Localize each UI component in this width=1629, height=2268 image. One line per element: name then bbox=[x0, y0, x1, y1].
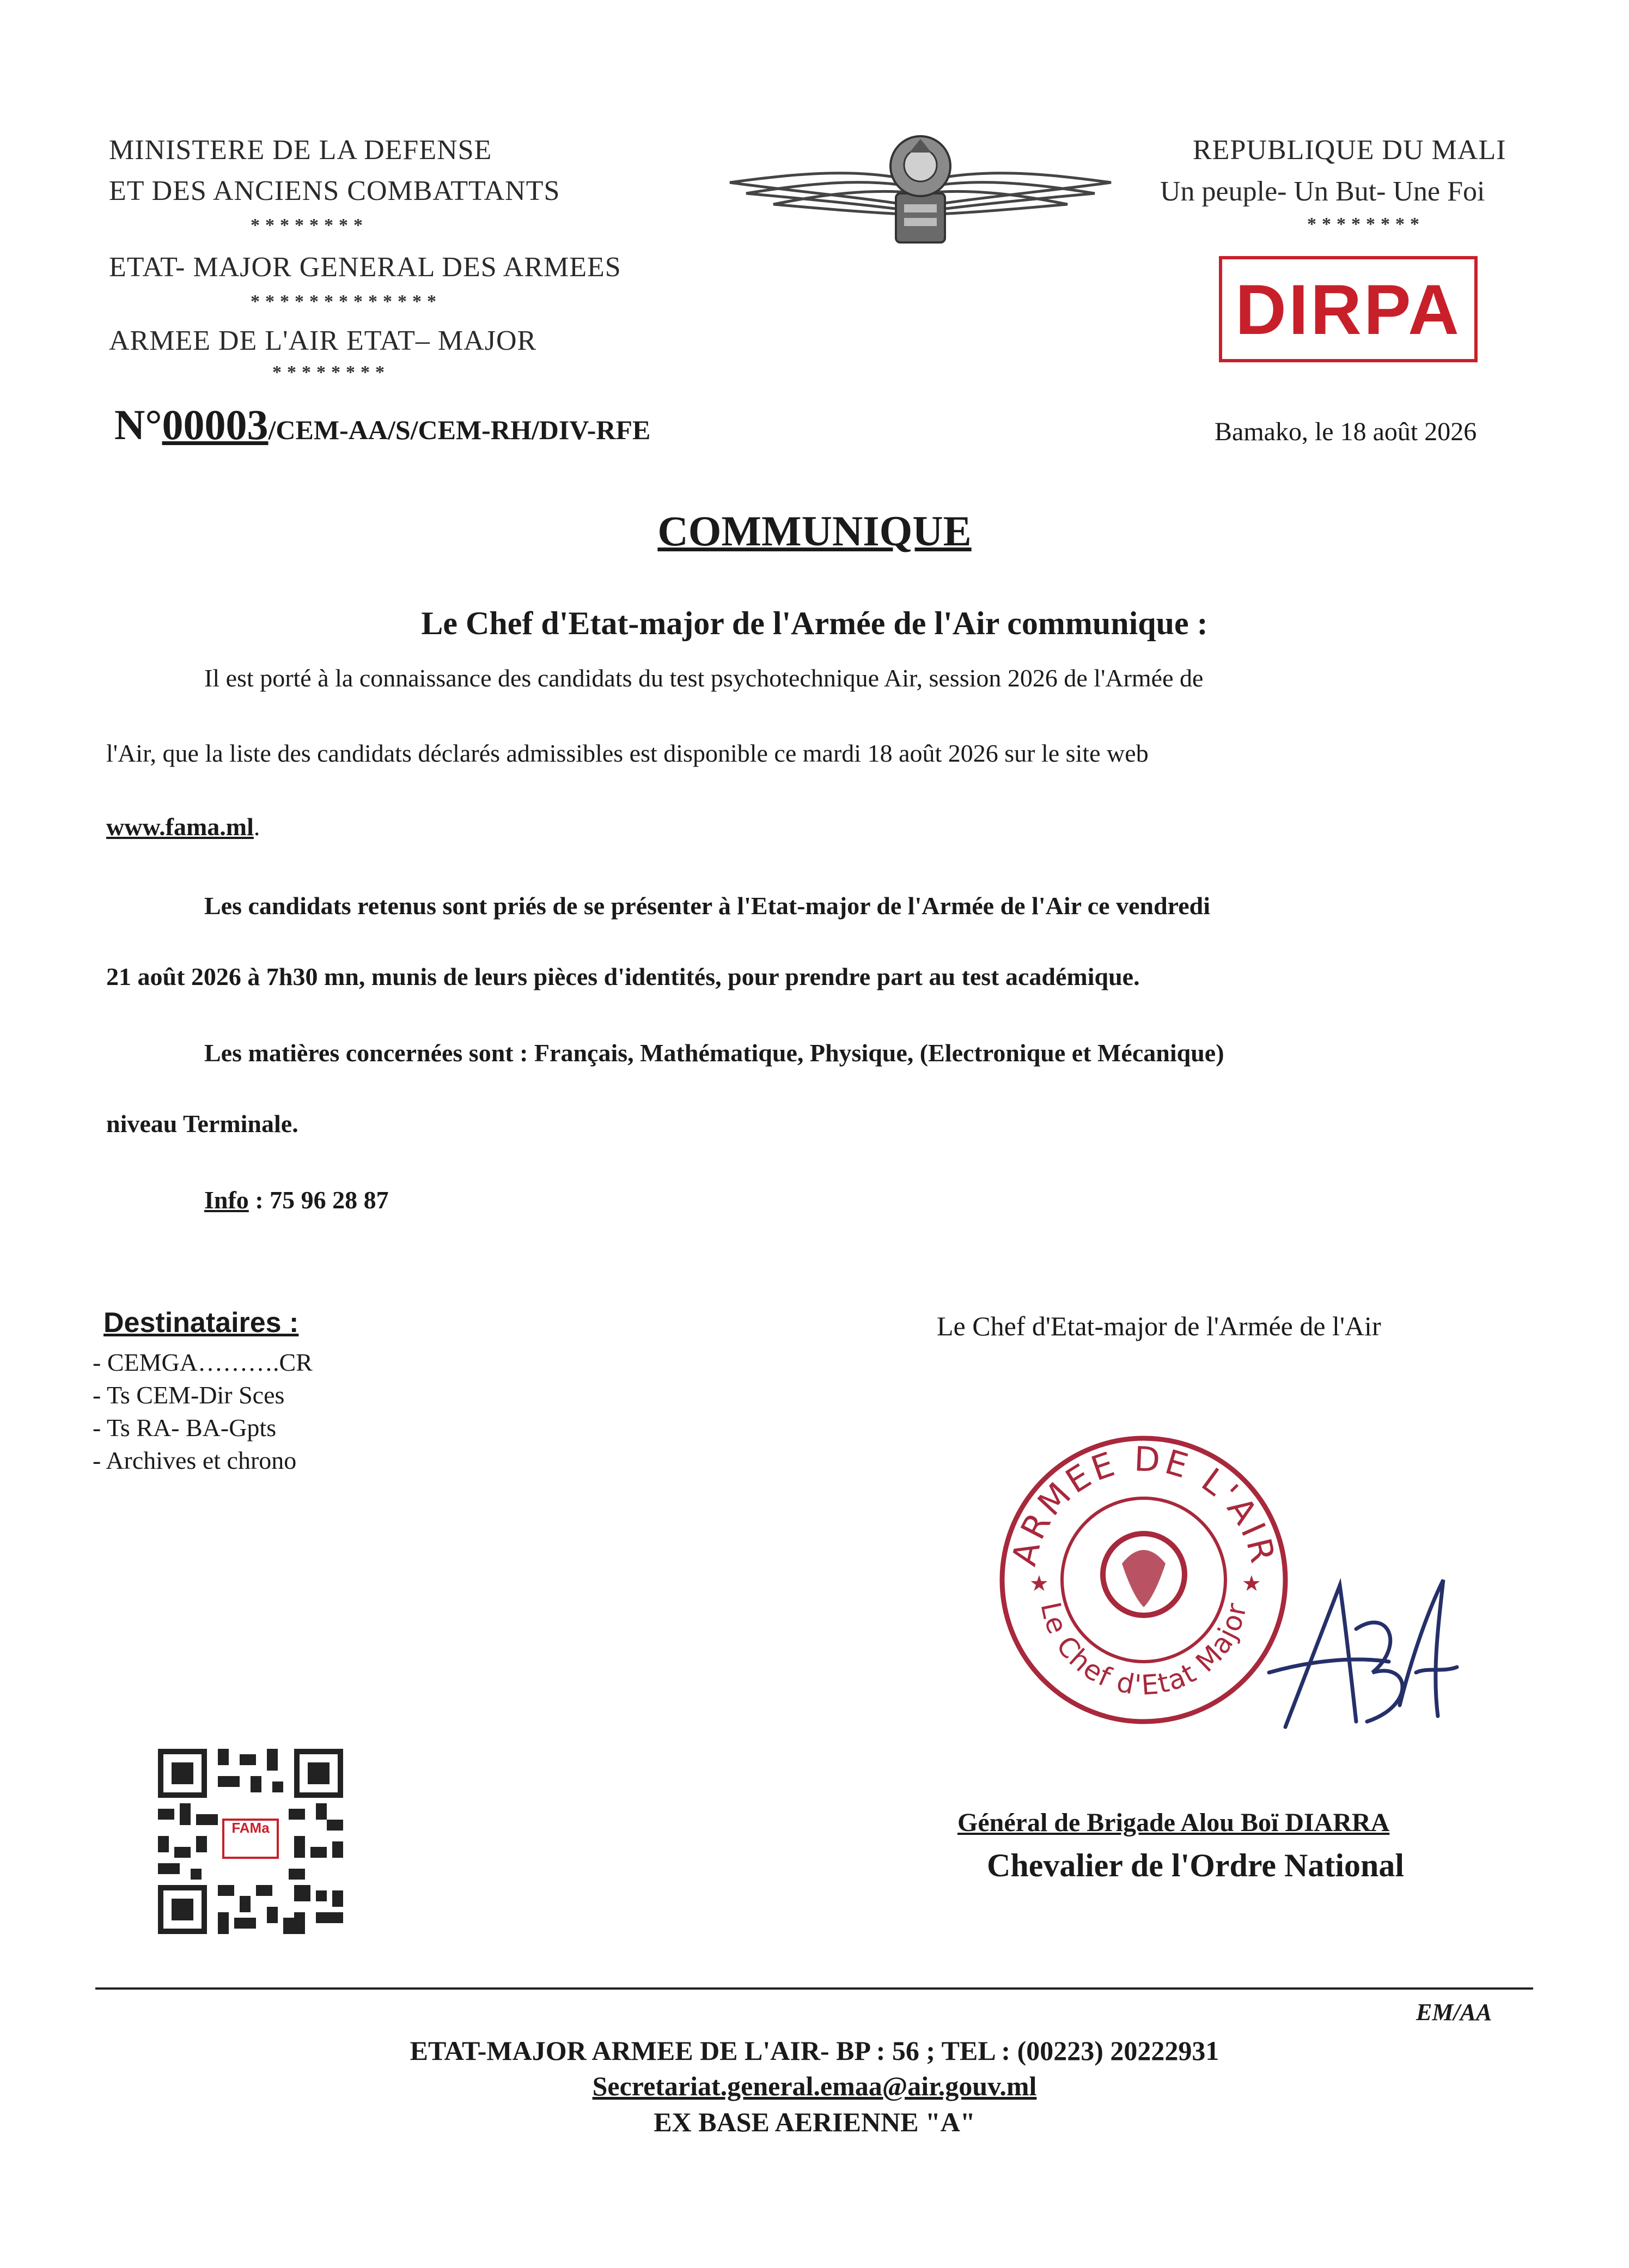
paragraph-1-line-1: Il est porté à la connaissance des candidats du test psychotechnique Air, session 2026 de l'Armée de bbox=[204, 664, 1204, 692]
footer-email-line bbox=[0, 2070, 1629, 2102]
recipient-item: - CEMGA……….CR bbox=[93, 1348, 313, 1376]
document-date: Bamako, le 18 août 2026 bbox=[1215, 417, 1477, 446]
ministry-line1: MINISTERE DE LA DEFENSE bbox=[109, 135, 492, 166]
paragraph-3-line-1: Les matières concernées sont : Français, Mathématique, Physique, (Electronique et Mécanique) bbox=[204, 1039, 1224, 1067]
reference-number: N°00003/CEM-AA/S/CEM-RH/DIV-RFE bbox=[114, 401, 651, 448]
air-force-staff: ARMEE DE L'AIR ETAT– MAJOR bbox=[109, 325, 537, 356]
recipient-item: - Archives et chrono bbox=[93, 1446, 297, 1474]
signatory-honor: Chevalier de l'Ordre National bbox=[987, 1847, 1405, 1883]
recipient-item: - Ts RA- BA-Gpts bbox=[93, 1414, 277, 1442]
svg-text:Le Chef d'Etat Major: Le Chef d'Etat Major bbox=[1034, 1599, 1253, 1701]
paragraph-3-line-2: niveau Terminale. bbox=[106, 1110, 298, 1138]
paragraph-1-line-3: www.fama.ml. bbox=[106, 813, 260, 841]
recipient-item: - Ts CEM-Dir Sces bbox=[93, 1381, 285, 1409]
signatory-name: Général de Brigade Alou Boï DIARRA bbox=[957, 1808, 1390, 1837]
website-link[interactable]: www.fama.ml bbox=[106, 813, 254, 841]
paragraph-2-line-1: Les candidats retenus sont priés de se présenter à l'Etat-major de l'Armée de l'Air ce vendredi bbox=[204, 892, 1211, 920]
svg-text:★: ★ bbox=[1029, 1571, 1049, 1596]
separator-stars: ******** bbox=[1307, 214, 1425, 234]
separator-stars: ******** bbox=[251, 215, 368, 235]
info-label: Info bbox=[204, 1186, 249, 1214]
dirpa-stamp-text: DIRPA bbox=[1235, 269, 1461, 349]
info-phone: : 75 96 28 87 bbox=[248, 1186, 389, 1214]
republic-name: REPUBLIQUE DU MALI bbox=[1193, 135, 1506, 166]
air-force-wings-emblem bbox=[724, 123, 1116, 248]
official-seal bbox=[991, 1427, 1296, 1732]
paragraph-1-line-2: l'Air, que la liste des candidats déclarés admissibles est disponible ce mardi 18 août 2026 sur le site web bbox=[106, 739, 1149, 767]
recipients-title: Destinataires : bbox=[103, 1307, 299, 1339]
footer-address: ETAT-MAJOR ARMEE DE L'AIR- BP : 56 ; TEL : (00223) 20222931 bbox=[410, 2035, 1219, 2066]
handwritten-signature bbox=[1264, 1564, 1460, 1743]
signatory-role: Le Chef d'Etat-major de l'Armée de l'Air bbox=[937, 1311, 1381, 1341]
dirpa-stamp bbox=[1219, 256, 1478, 362]
national-motto: Un peuple- Un But- Une Foi bbox=[1160, 176, 1485, 207]
qr-logo-label: FAMa bbox=[231, 1820, 270, 1836]
svg-text:★: ★ bbox=[1242, 1571, 1261, 1596]
page-title: COMMUNIQUE bbox=[657, 507, 972, 555]
svg-text:ARMEE DE L'AIR: ARMEE DE L'AIR bbox=[1004, 1439, 1284, 1570]
separator-stars: ******** bbox=[272, 362, 390, 382]
footer-location: EX BASE AERIENNE "A" bbox=[654, 2107, 975, 2137]
footer-code: EM/AA bbox=[1416, 1999, 1492, 2026]
general-staff: ETAT- MAJOR GENERAL DES ARMEES bbox=[109, 252, 621, 283]
footer-email-link[interactable]: Secretariat.general.emaa@air.gouv.ml bbox=[592, 2071, 1037, 2101]
qr-code[interactable] bbox=[158, 1749, 343, 1934]
info-line bbox=[204, 1188, 389, 1213]
ministry-line2: ET DES ANCIENS COMBATTANTS bbox=[109, 175, 560, 206]
subtitle: Le Chef d'Etat-major de l'Armée de l'Air communique : bbox=[421, 605, 1208, 641]
separator-stars: ************* bbox=[251, 291, 442, 312]
paragraph-2-line-2: 21 août 2026 à 7h30 mn, munis de leurs pièces d'identités, pour prendre part au test académique. bbox=[106, 963, 1140, 990]
footer-divider bbox=[95, 1987, 1533, 1990]
